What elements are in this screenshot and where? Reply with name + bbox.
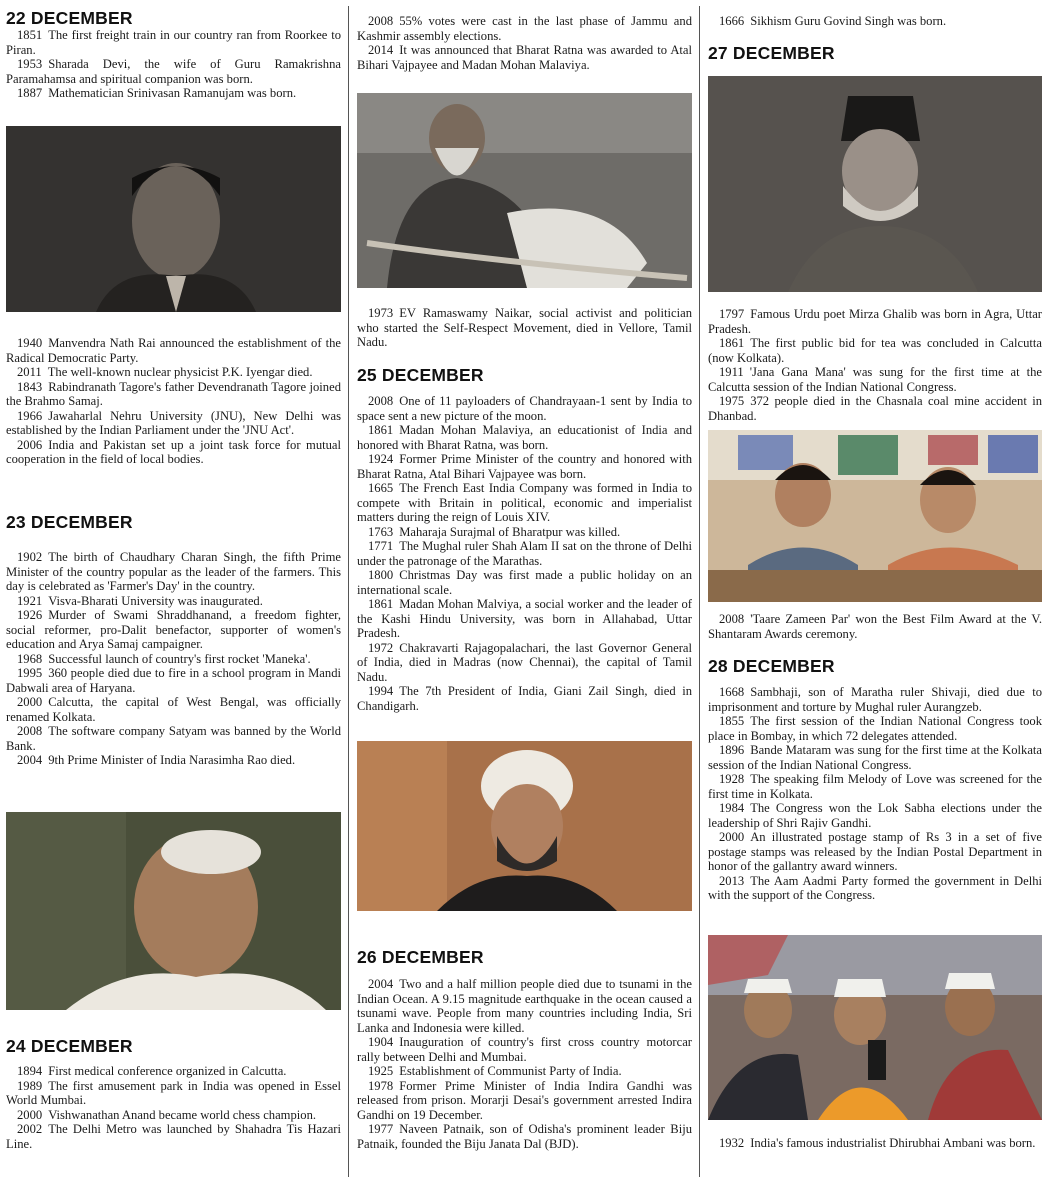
- event-year: 2008: [368, 394, 394, 408]
- entry-list: [708, 612, 1042, 641]
- event-year: 1894: [17, 1064, 43, 1078]
- event-year: 2000: [17, 1107, 43, 1122]
- event-text: 'Jana Gana Mana' was sung for the first time at the Calcutta session of the Indian National Congress.: [708, 365, 1042, 394]
- event-entry: [708, 830, 1042, 874]
- event-text: Rabindranath Tagore's father Devendranath Tagore joined the Brahmo Samaj.: [6, 379, 341, 408]
- column-2: [357, 0, 692, 1183]
- section-22-december: [6, 8, 341, 101]
- event-year: 1887: [17, 86, 43, 100]
- event-year: 1973: [368, 306, 394, 320]
- event-year: 1932: [719, 1136, 745, 1150]
- event-year: 1771: [368, 539, 394, 553]
- event-year: 1984: [719, 801, 745, 815]
- event-entry: [708, 1136, 1042, 1151]
- entry-list: [357, 14, 692, 72]
- event-entry: [6, 753, 341, 768]
- event-year: 2013: [719, 873, 745, 888]
- section-27-december: [708, 43, 1042, 63]
- event-entry: [708, 801, 1042, 830]
- event-text: Vishwanathan Anand became world chess champion.: [48, 1107, 317, 1122]
- event-entry: [357, 481, 692, 525]
- event-text: The 7th President of India, Giani Zail Singh, died in Chandigarh.: [357, 684, 692, 713]
- event-entry: [708, 743, 1042, 772]
- event-text: Chakravarti Rajagopalachari, the last Governor General of India, died in Madras (now Chennai), the capital of Tamil Nadu.: [357, 640, 692, 684]
- event-entry: [6, 1122, 341, 1151]
- event-year: 2000: [17, 695, 43, 709]
- event-text: The French East India Company was formed in India to compete with Britain in political, economic and imperialist matters during the reign of Louis XIV.: [357, 481, 692, 524]
- column-1: [6, 0, 341, 1183]
- entry-list: [6, 550, 341, 768]
- event-year: 1928: [719, 772, 745, 786]
- section-26-december: [357, 947, 692, 1151]
- event-entry: [357, 423, 692, 452]
- event-entry: [708, 685, 1042, 714]
- event-text: Madan Mohan Malaviya, an educationist of India and honored with Bharat Ratna, was born.: [357, 423, 692, 452]
- event-text: First medical conference organized in Calcutta.: [48, 1064, 287, 1078]
- event-year: 1843: [17, 379, 43, 394]
- event-year: 1800: [368, 568, 394, 582]
- section-24-december-continued-2: [357, 306, 692, 350]
- event-text: Naveen Patnaik, son of Odisha's prominent leader Biju Patnaik, founded the Biju Janata Dal (BJD).: [357, 1122, 692, 1151]
- event-year: 1861: [719, 336, 745, 350]
- section-24-december: [6, 1036, 341, 1151]
- event-entry: [357, 394, 692, 423]
- event-year: 2004: [368, 977, 394, 991]
- event-entry: [357, 597, 692, 641]
- event-entry: [357, 1035, 692, 1064]
- event-entry: [6, 380, 341, 409]
- event-entry: [6, 438, 341, 467]
- column-rule-left: [348, 6, 349, 1177]
- event-text: One of 11 payloaders of Chandrayaan-1 sent by India to space sent a new picture of the moon.: [357, 394, 692, 423]
- event-text: Murder of Swami Shraddhanand, a freedom fighter, social reformer, pro-Dalit benefactor, supporter of women's education and Arya Samaj campaigner.: [6, 608, 341, 651]
- section-heading: 24 DECEMBER: [6, 1036, 133, 1056]
- event-entry: [708, 612, 1042, 641]
- photo-zail-singh: [357, 741, 692, 911]
- event-year: 2008: [368, 14, 394, 28]
- event-year: 1797: [719, 307, 745, 321]
- event-text: 372 people died in the Chasnala coal mine accident in Dhanbad.: [708, 394, 1042, 423]
- event-entry: [708, 365, 1042, 394]
- event-year: 1972: [368, 640, 394, 655]
- event-text: Former Prime Minister of the country and honored with Bharat Ratna, Atal Bihari Vajpayee was born.: [357, 452, 692, 481]
- event-text: Madan Mohan Malviya, a social worker and the leader of the Kashi Hindu University, was born in Allahabad, Uttar Pradesh.: [357, 597, 692, 640]
- event-text: The software company Satyam was banned by the World Bank.: [6, 724, 341, 753]
- event-text: 55% votes were cast in the last phase of Jammu and Kashmir assembly elections.: [357, 14, 692, 43]
- entry-list: [708, 685, 1042, 903]
- event-text: The well-known nuclear physicist P.K. Iyengar died.: [47, 365, 313, 379]
- event-year: 1966: [17, 408, 43, 423]
- entry-list: [357, 306, 692, 350]
- event-year: 1968: [17, 651, 43, 666]
- event-text: Establishment of Communist Party of India.: [399, 1064, 622, 1078]
- event-entry: [357, 568, 692, 597]
- event-entry: [708, 714, 1042, 743]
- event-text: 360 people died due to fire in a school program in Mandi Dabwali area of Haryana.: [6, 666, 341, 695]
- event-text: It was announced that Bharat Ratna was awarded to Atal Bihari Vajpayee and Madan Mohan Malaviya.: [357, 43, 692, 72]
- event-year: 2000: [719, 830, 745, 844]
- section-24-december-continued: [357, 14, 692, 72]
- event-entry: [6, 724, 341, 753]
- column-3: [708, 0, 1042, 1183]
- event-year: 2002: [17, 1122, 43, 1136]
- event-year: 2011: [17, 365, 42, 379]
- event-entry: [357, 525, 692, 540]
- event-year: 2008: [719, 612, 745, 626]
- event-year: 1665: [368, 481, 394, 495]
- event-text: The birth of Chaudhary Charan Singh, the fifth Prime Minister of the country popular as the leader of the farmers. This day is celebrated as 'Farmer's Day' in the country.: [6, 550, 341, 593]
- photo-ramanujan: [6, 126, 341, 312]
- photo-aap-rally: [708, 935, 1042, 1120]
- event-year: 1926: [17, 608, 43, 622]
- event-entry: [357, 14, 692, 43]
- photo-narasimha-rao: [6, 812, 341, 1010]
- event-entry: [357, 452, 692, 481]
- entry-list: [708, 14, 1042, 29]
- event-text: The first session of the Indian National Congress took place in Bombay, in which 72 delegates attended.: [708, 714, 1042, 743]
- event-year: 1925: [368, 1064, 394, 1078]
- section-27-december-entries: [708, 307, 1042, 423]
- event-year: 1924: [368, 452, 394, 466]
- event-entry: [6, 1064, 341, 1079]
- section-23-december: [6, 512, 341, 768]
- event-entry: [6, 365, 341, 380]
- event-text: Bande Mataram was sung for the first time at the Kolkata session of the Indian National Congress.: [708, 743, 1042, 772]
- section-28-december: [708, 656, 1042, 903]
- event-text: 9th Prime Minister of India Narasimha Rao died.: [48, 753, 296, 767]
- event-entry: [357, 977, 692, 1035]
- column-rule-right: [699, 6, 700, 1177]
- event-year: 1921: [17, 593, 43, 608]
- event-text: The Aam Aadmi Party formed the government in Delhi with the support of the Congress.: [708, 873, 1042, 902]
- photo-taare-zameen-par: [708, 430, 1042, 602]
- event-year: 1763: [368, 524, 394, 539]
- event-entry: [708, 14, 1042, 29]
- event-entry: [357, 1064, 692, 1079]
- section-28-december-continued: [708, 1136, 1042, 1151]
- event-year: 2006: [17, 437, 43, 452]
- event-entry: [6, 336, 341, 365]
- event-entry: [357, 306, 692, 350]
- event-entry: [6, 666, 341, 695]
- photo-ev-ramaswamy: [357, 93, 692, 288]
- event-year: 2004: [17, 753, 43, 767]
- entry-list: [708, 1136, 1042, 1151]
- section-26-december-continued: [708, 14, 1042, 29]
- event-text: The first amusement park in India was opened in Essel World Mumbai.: [6, 1078, 341, 1107]
- event-entry: [357, 1122, 692, 1151]
- entry-list: [357, 977, 692, 1151]
- section-heading: 22 DECEMBER: [6, 8, 133, 28]
- event-entry: [708, 874, 1042, 903]
- event-entry: [6, 695, 341, 724]
- event-text: The Mughal ruler Shah Alam II sat on the throne of Delhi under the patronage of the Marathas.: [357, 539, 692, 568]
- event-text: The speaking film Melody of Love was screened for the first time in Kolkata.: [708, 772, 1042, 801]
- event-year: 1953: [17, 57, 43, 71]
- event-text: Maharaja Surajmal of Bharatpur was killed.: [399, 524, 621, 539]
- section-heading: 27 DECEMBER: [708, 43, 835, 63]
- event-text: An illustrated postage stamp of Rs 3 in a set of five postage stamps was released by the Indian Postal Department in honor of the gallantry award winners.: [708, 830, 1042, 873]
- event-year: 1904: [368, 1035, 394, 1049]
- event-year: 1977: [368, 1122, 394, 1136]
- section-heading: 25 DECEMBER: [357, 365, 484, 385]
- event-entry: [6, 608, 341, 652]
- event-entry: [6, 28, 341, 57]
- entry-list: [708, 307, 1042, 423]
- entry-list: [6, 1064, 341, 1151]
- event-text: Mathematician Srinivasan Ramanujam was born.: [48, 86, 297, 100]
- entry-list: [357, 394, 692, 713]
- event-text: Sharada Devi, the wife of Guru Ramakrishna Paramahamsa and spiritual companion was born.: [6, 57, 341, 86]
- event-entry: [708, 307, 1042, 336]
- event-year: 1911: [719, 365, 744, 379]
- event-text: Sambhaji, son of Maratha ruler Shivaji, died due to imprisonment and torture by Mughal ruler Aurangzeb.: [708, 685, 1042, 714]
- event-text: Inauguration of country's first cross country motorcar rally between Delhi and Mumbai.: [357, 1035, 692, 1064]
- event-text: Calcutta, the capital of West Bengal, was officially renamed Kolkata.: [6, 695, 341, 724]
- section-heading: 23 DECEMBER: [6, 512, 133, 532]
- event-entry: [6, 550, 341, 594]
- event-entry: [708, 394, 1042, 423]
- event-text: The Congress won the Lok Sabha elections under the leadership of Shri Rajiv Gandhi.: [708, 801, 1042, 830]
- event-year: 1978: [368, 1078, 394, 1093]
- event-entry: [6, 652, 341, 667]
- event-entry: [6, 409, 341, 438]
- event-year: 1989: [17, 1078, 43, 1093]
- event-year: 2014: [368, 43, 394, 57]
- section-25-december: [357, 365, 692, 713]
- event-year: 1666: [719, 14, 745, 28]
- event-text: The first freight train in our country ran from Roorkee to Piran.: [6, 28, 341, 57]
- event-entry: [357, 43, 692, 72]
- event-text: 'Taare Zameen Par' won the Best Film Award at the V. Shantaram Awards ceremony.: [708, 612, 1042, 641]
- event-text: The Delhi Metro was launched by Shahadra Tis Hazari Line.: [6, 1122, 341, 1151]
- event-year: 2008: [17, 724, 43, 738]
- event-text: Jawaharlal Nehru University (JNU), New Delhi was established by the Indian Parliament under the 'JNU Act'.: [6, 408, 341, 437]
- section-27-december-continued: [708, 612, 1042, 641]
- event-text: Former Prime Minister of India Indira Gandhi was released from prison. Morarji Desai's government arrested Indira Gandhi on 19 December.: [357, 1078, 692, 1122]
- event-text: Visva-Bharati University was inaugurated.: [48, 593, 263, 608]
- event-text: Famous Urdu poet Mirza Ghalib was born in Agra, Uttar Pradesh.: [708, 307, 1042, 336]
- event-entry: [357, 684, 692, 713]
- section-heading: 28 DECEMBER: [708, 656, 835, 676]
- event-year: 1861: [368, 597, 394, 611]
- event-entry: [357, 539, 692, 568]
- event-year: 1855: [719, 714, 745, 728]
- event-year: 1975: [719, 394, 745, 408]
- photo-mirza-ghalib: [708, 76, 1042, 292]
- event-year: 1896: [719, 743, 745, 757]
- entry-list: [6, 336, 341, 467]
- event-text: Manvendra Nath Rai announced the establishment of the Radical Democratic Party.: [6, 336, 341, 365]
- event-entry: [6, 1108, 341, 1123]
- event-entry: [357, 641, 692, 685]
- event-entry: [6, 57, 341, 86]
- entry-list: [6, 28, 341, 101]
- event-entry: [6, 594, 341, 609]
- event-year: 1861: [368, 423, 394, 437]
- event-entry: [708, 336, 1042, 365]
- section-22-december-continued: [6, 336, 341, 467]
- event-entry: [6, 86, 341, 101]
- event-text: Successful launch of country's first rocket 'Maneka'.: [48, 651, 311, 666]
- event-entry: [708, 772, 1042, 801]
- event-text: EV Ramaswamy Naikar, social activist and politician who started the Self-Respect Movement, died in Vellore, Tamil Nadu.: [357, 306, 692, 349]
- event-year: 1851: [17, 28, 43, 42]
- event-entry: [357, 1079, 692, 1123]
- section-heading: 26 DECEMBER: [357, 947, 484, 967]
- event-year: 1902: [17, 550, 43, 564]
- event-text: The first public bid for tea was concluded in Calcutta (now Kolkata).: [708, 336, 1042, 365]
- event-year: 1668: [719, 685, 745, 699]
- event-entry: [6, 1079, 341, 1108]
- event-text: Two and a half million people died due to tsunami in the Indian Ocean. A 9.15 magnitude earthquake in the ocean caused a tsunami wave. People from many countries including India, Sri Lanka and Indonesia were killed.: [357, 977, 692, 1035]
- event-year: 1940: [17, 336, 43, 350]
- event-text: Sikhism Guru Govind Singh was born.: [750, 14, 947, 28]
- event-text: India and Pakistan set up a joint task force for mutual cooperation in the field of local bodies.: [6, 437, 341, 466]
- event-text: India's famous industrialist Dhirubhai Ambani was born.: [750, 1136, 1036, 1150]
- event-year: 1995: [17, 666, 43, 680]
- event-text: Christmas Day was first made a public holiday on an international scale.: [357, 568, 692, 597]
- event-year: 1994: [368, 684, 394, 698]
